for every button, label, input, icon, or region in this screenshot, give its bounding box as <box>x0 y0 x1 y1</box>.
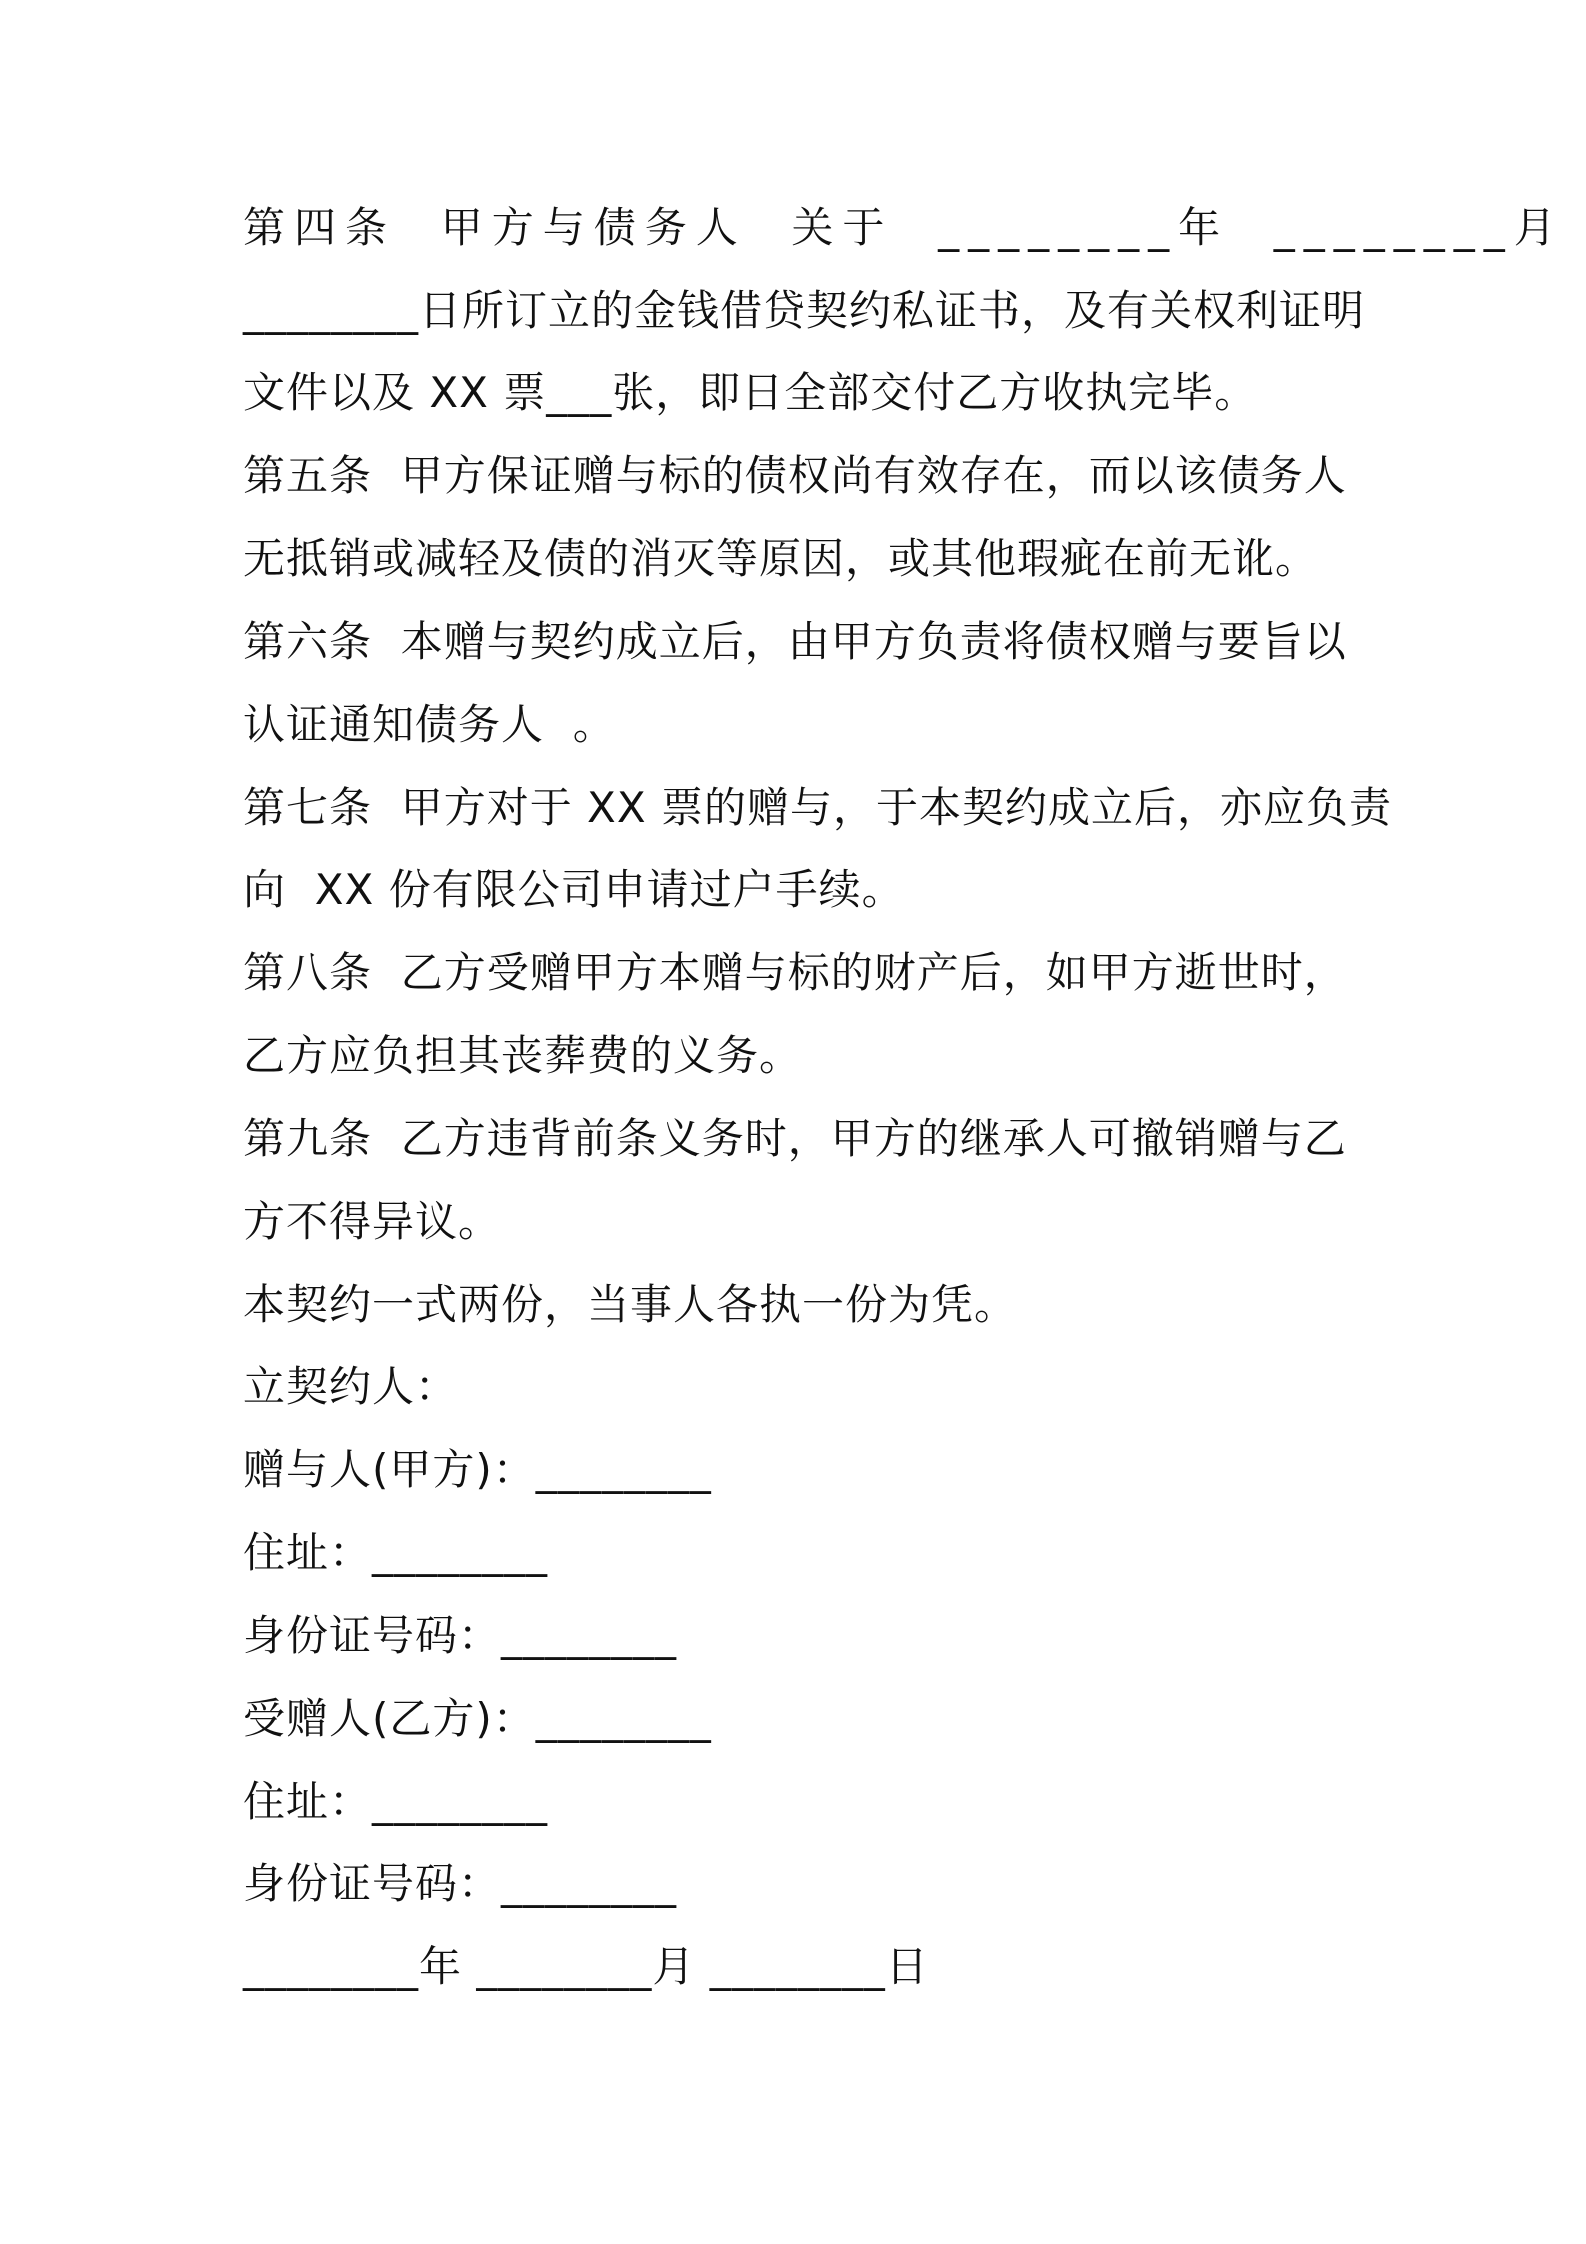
article-4-line-2: ________日所订立的金钱借贷契约私证书，及有关权利证明 <box>243 286 1366 335</box>
article-8-line-1: 第八条 乙方受赠甲方本赠与标的财产后，如甲方逝世时， <box>243 948 1347 997</box>
article-5-line-2: 无抵销或减轻及债的消灭等原因，或其他瑕疵在前无讹。 <box>243 534 1319 583</box>
article-9-line-2: 方不得异议。 <box>243 1197 502 1246</box>
article-8-line-2: 乙方应负担其丧葬费的义务。 <box>243 1031 803 1080</box>
article-6-line-2: 认证通知债务人 。 <box>243 700 616 749</box>
article-6-line-1: 第六条 本赠与契约成立后，由甲方负责将债权赠与要旨以 <box>243 617 1347 666</box>
article-9-line-1: 第九条 乙方违背前条义务时，甲方的继承人可撤销赠与乙 <box>243 1114 1347 1163</box>
donee-address-field: 住址：________ <box>243 1777 549 1826</box>
signatories-heading: 立契约人： <box>243 1362 459 1411</box>
donor-address-field: 住址：________ <box>243 1528 549 1577</box>
copies-clause: 本契约一式两份，当事人各执一份为凭。 <box>243 1280 1018 1329</box>
article-7-line-1: 第七条 甲方对于 XX 票的赠与，于本契约成立后，亦应负责 <box>243 783 1392 832</box>
article-5-line-1: 第五条 甲方保证赠与标的债权尚有效存在，而以该债务人 <box>243 451 1347 500</box>
donee-name-field: 受赠人(乙方)：________ <box>243 1694 712 1743</box>
signing-date-field: ________年 ________月 ________日 <box>243 1942 929 1991</box>
donor-name-field: 赠与人(甲方)：________ <box>243 1445 712 1494</box>
article-4-line-3: 文件以及 XX 票___张，即日全部交付乙方收执完毕。 <box>243 368 1258 417</box>
article-7-line-2: 向 XX 份有限公司申请过户手续。 <box>243 865 905 914</box>
donee-id-field: 身份证号码：________ <box>243 1859 678 1908</box>
article-4-line-1: 第四条 甲方与债务人 关于 ________年 ________月 <box>243 203 1565 252</box>
donor-id-field: 身份证号码：________ <box>243 1611 678 1660</box>
